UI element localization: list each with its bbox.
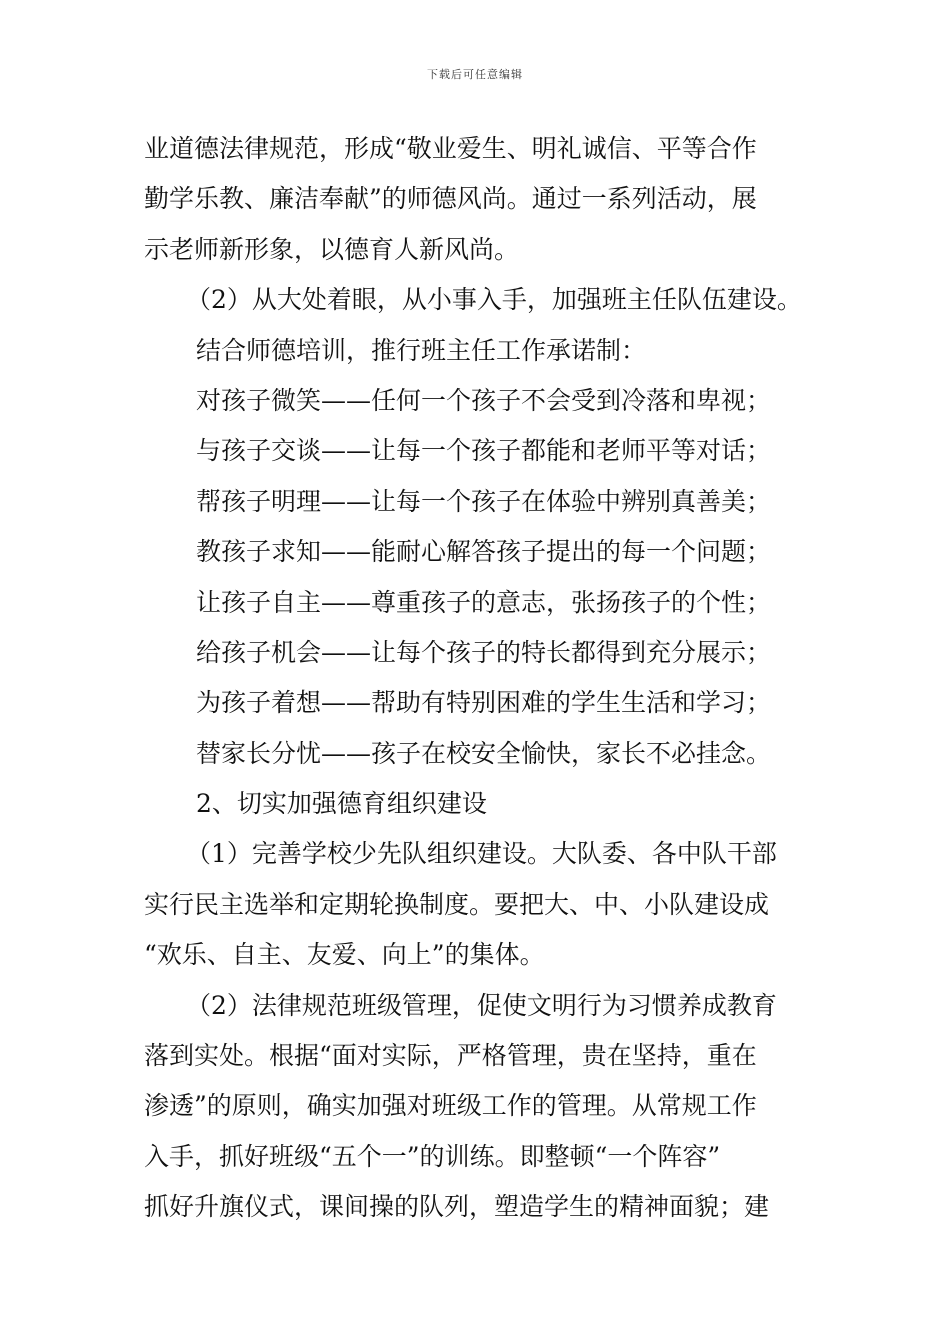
paragraph-line: （2）法律规范班级管理，促使文明行为习惯养成教育 (186, 990, 777, 1020)
section-heading: 2、切实加强德育组织建设 (196, 789, 487, 819)
header-note: 下载后可任意编辑 (427, 68, 523, 81)
paragraph-line: 结合师德培训，推行班主任工作承诺制： (196, 335, 647, 365)
commitment-item: 为孩子着想——帮助有特别困难的学生生活和学习； (196, 688, 772, 718)
commitment-item: 与孩子交谈——让每一个孩子都能和老师平等对话； (196, 436, 772, 466)
paragraph-line: “欢乐、自主、友爱、向上”的集体。 (144, 940, 545, 970)
commitment-item: 帮孩子明理——让每一个孩子在体验中辨别真善美； (196, 486, 772, 516)
commitment-item: 对孩子微笑——任何一个孩子不会受到冷落和卑视； (196, 385, 772, 415)
paragraph-line: 落到实处。根据“面对实际，严格管理，贵在坚持，重在 (144, 1041, 757, 1071)
paragraph-line: （2）从大处着眼，从小事入手，加强班主任队伍建设。 (186, 285, 802, 315)
commitment-item: 给孩子机会——让每个孩子的特长都得到充分展示； (196, 637, 772, 667)
paragraph-line: 业道德法律规范，形成“敬业爱生、明礼诚信、平等合作 (144, 134, 757, 163)
paragraph-line: 渗透”的原则，确实加强对班级工作的管理。从常规工作 (144, 1091, 757, 1121)
paragraph-line: （1）完善学校少先队组织建设。大队委、各中队干部 (186, 839, 777, 869)
commitment-item: 替家长分忧——孩子在校安全愉快，家长不必挂念。 (196, 738, 772, 768)
paragraph-line: 入手，抓好班级“五个一”的训练。即整顿“一个阵容” (144, 1141, 721, 1171)
commitment-item: 教孩子求知——能耐心解答孩子提出的每一个问题； (196, 537, 772, 567)
paragraph-line: 勤学乐教、廉洁奉献”的师德风尚。通过一系列活动，展 (144, 184, 757, 214)
paragraph-line: 示老师新形象，以德育人新风尚。 (144, 234, 520, 264)
paragraph-line: 实行民主选举和定期轮换制度。要把大、中、小队建设成 (144, 889, 770, 919)
body-text (144, 124, 812, 1233)
paragraph-line: 抓好升旗仪式，课间操的队列，塑造学生的精神面貌；建 (144, 1192, 770, 1222)
commitment-item: 让孩子自主——尊重孩子的意志，张扬孩子的个性； (196, 587, 772, 617)
